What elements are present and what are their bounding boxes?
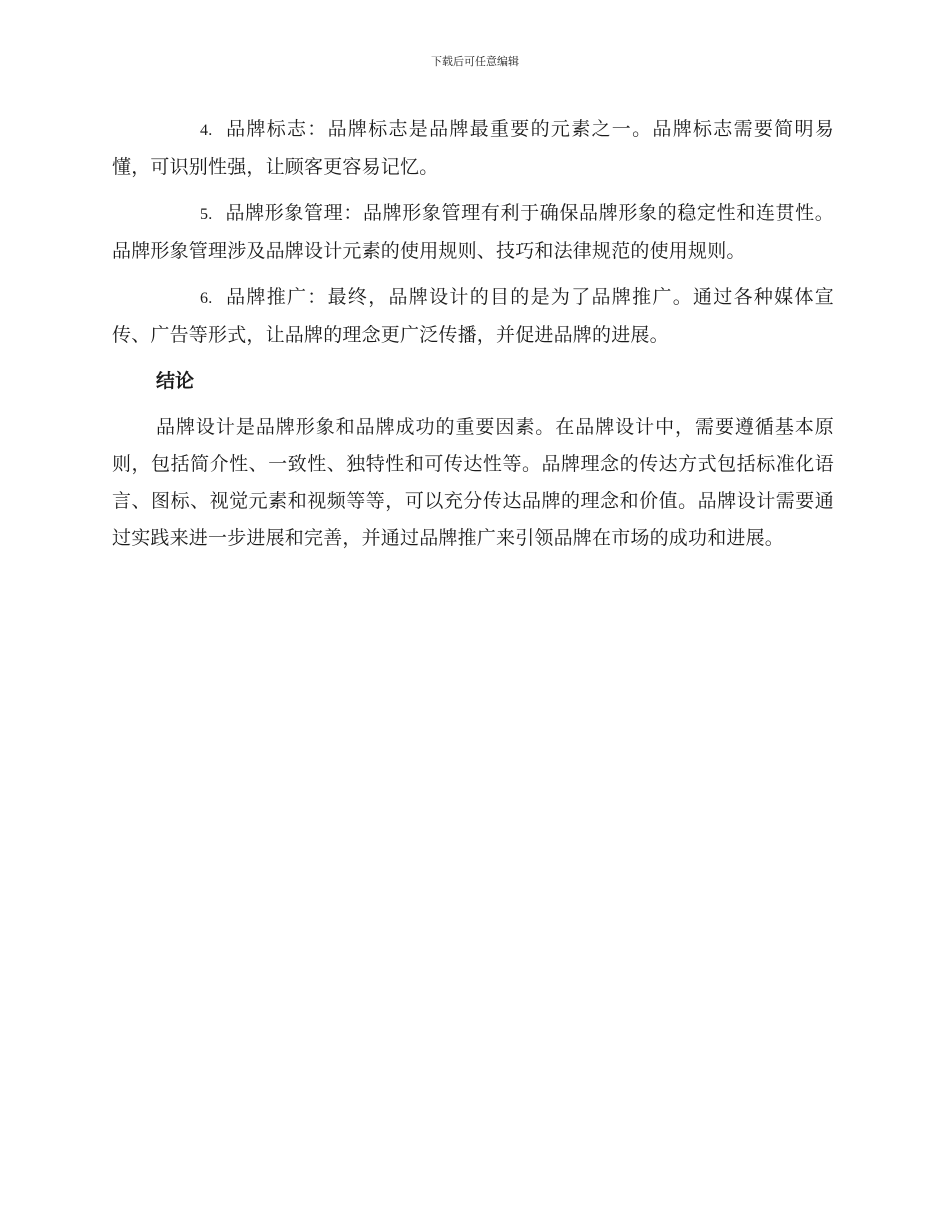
list-item-5	[112, 195, 834, 270]
item-number: 6.	[200, 290, 213, 307]
list-item-6	[112, 279, 834, 354]
item-text: 品牌标志：品牌标志是品牌最重要的元素之一。品牌标志需要简明易懂，可识别性强，让顾客更容易记忆。	[112, 118, 834, 178]
page-header: 下载后可任意编辑	[431, 55, 519, 68]
item-text: 品牌推广：最终，品牌设计的目的是为了品牌推广。通过各种媒体宣传、广告等形式，让品牌的理念更广泛传播，并促进品牌的进展。	[112, 286, 834, 346]
conclusion-paragraph: 品牌设计是品牌形象和品牌成功的重要因素。在品牌设计中，需要遵循基本原则，包括简介性、一致性、独特性和可传达性等。品牌理念的传达方式包括标准化语言、图标、视觉元素和视频等等，可以充分传达品牌的理念和价值。品牌设计需要通过实践来进一步进展和完善，并通过品牌推广来引领品牌在市场的成功和进展。	[112, 416, 834, 549]
conclusion-heading: 结论	[156, 370, 195, 392]
item-text: 品牌形象管理：品牌形象管理有利于确保品牌形象的稳定性和连贯性。品牌形象管理涉及品牌设计元素的使用规则、技巧和法律规范的使用规则。	[112, 202, 834, 262]
document-body	[112, 111, 834, 566]
item-number: 4.	[200, 122, 213, 139]
item-number: 5.	[200, 206, 213, 223]
list-item-4	[112, 111, 834, 186]
